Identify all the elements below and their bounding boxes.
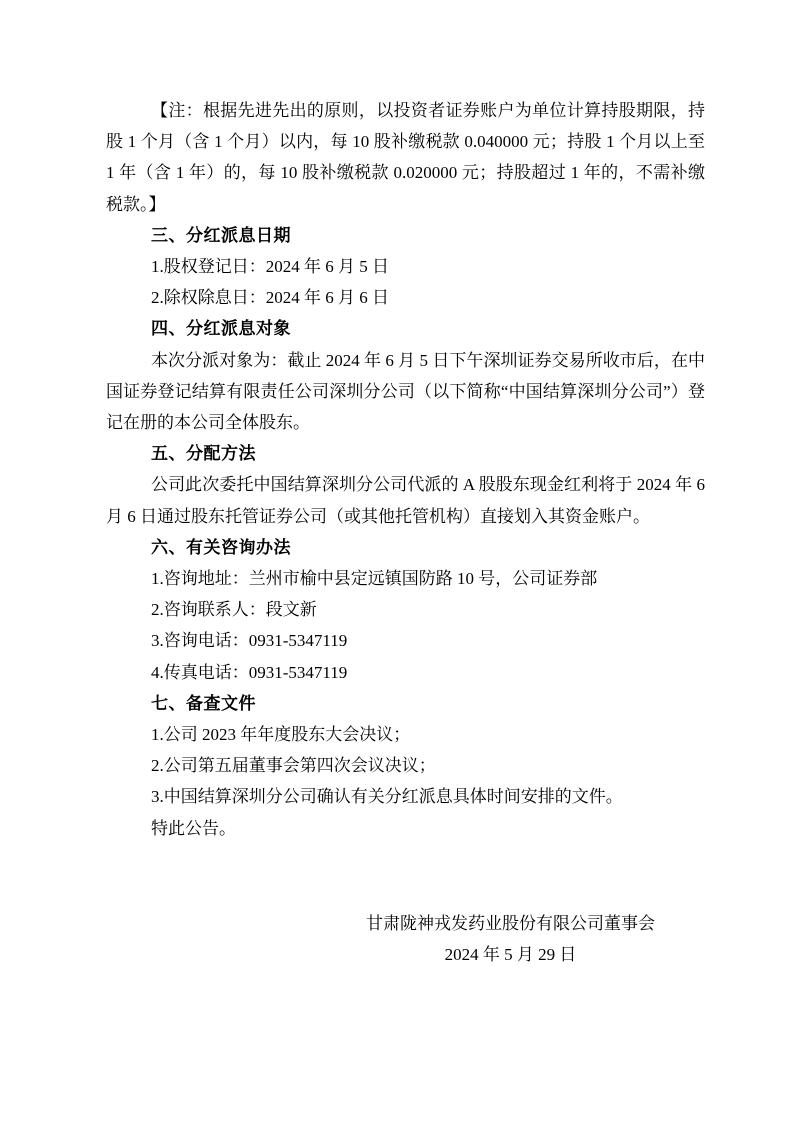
consultation-phone-line: 3.咨询电话：0931-5347119 (151, 631, 348, 651)
distribution-method-paragraph: 公司此次委托中国结算深圳分公司代派的 A 股股东现金红利将于 2024 年 6 月 6 日通过股东托管证券公司（或其他托管机构）直接划入其资金账户。 (106, 475, 705, 526)
consultation-contact-line: 2.咨询联系人：段文新 (151, 600, 317, 620)
section-dividend-dates (106, 220, 705, 314)
section-dividend-recipients (106, 313, 705, 438)
reference-doc-line-3: 3.中国结算深圳分公司确认有关分红派息具体时间安排的文件。 (151, 787, 623, 807)
section-heading-consultation: 六、有关咨询办法 (151, 537, 291, 557)
section-heading-distribution-method: 五、分配方法 (151, 444, 256, 464)
reference-doc-line-2: 2.公司第五届董事会第四次会议决议； (151, 756, 436, 776)
section-heading-dividend-dates: 三、分红派息日期 (151, 225, 291, 245)
record-date-line: 1.股权登记日：2024 年 6 月 5 日 (151, 257, 389, 277)
signature-date: 2024 年 5 月 29 日 (444, 945, 577, 965)
closing-statement: 特此公告。 (151, 818, 236, 838)
section-heading-reference-documents: 七、备查文件 (151, 693, 256, 713)
fax-phone-line: 4.传真电话：0931-5347119 (151, 662, 348, 682)
section-reference-documents (106, 688, 705, 813)
section-heading-dividend-recipients: 四、分红派息对象 (151, 319, 291, 339)
consultation-address-line: 1.咨询地址：兰州市榆中县定远镇国防路 10 号，公司证券部 (151, 569, 598, 589)
signature-company-name: 甘肃陇神戎发药业股份有限公司董事会 (366, 913, 655, 933)
dividend-recipients-paragraph: 本次分派对象为：截止 2024 年 6 月 5 日下午深圳证券交易所收市后，在中国证券登记结算有限责任公司深圳分公司（以下简称“中国结算深圳分公司”）登记在册的本公司全体股东。 (106, 350, 705, 433)
reference-doc-line-1: 1.公司 2023 年年度股东大会决议； (151, 725, 411, 745)
ex-dividend-date-line: 2.除权除息日：2024 年 6 月 6 日 (151, 288, 389, 308)
signature-block (366, 908, 655, 970)
section-consultation (106, 532, 705, 688)
section-distribution-method (106, 438, 705, 532)
tax-note-paragraph: 【注：根据先进先出的原则，以投资者证券账户为单位计算持股期限，持股 1 个月（含 1 个月）以内，每 10 股补缴税款 0.040000 元；持股 1 个月以上至 1 年（含 1 年）的，每 10 股补缴税款 0.020000 元；持股超过 1 年的，不需补缴税款。】 (106, 101, 705, 214)
